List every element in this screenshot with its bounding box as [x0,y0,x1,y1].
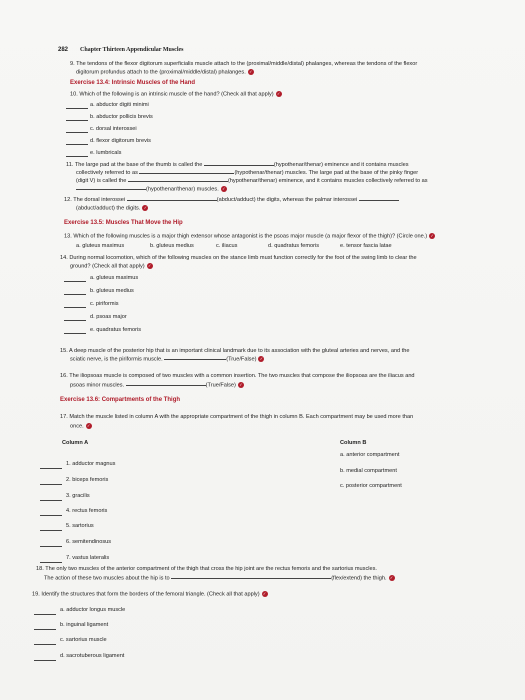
q10-option: b. abductor pollicis brevis [90,114,153,120]
q14-line2: ground? (Check all that apply) ✓ [70,263,152,270]
q14-option: c. piriformis [90,301,119,307]
q14-option: e. quadratus femoris [90,327,141,333]
answer-blank[interactable] [359,199,399,201]
column-a-item: 7. vastus lateralis [66,555,110,561]
q13-option[interactable]: a. gluteus maximus [76,243,125,249]
answer-line[interactable] [64,333,86,334]
answer-line[interactable] [64,320,86,321]
answer-line[interactable] [40,562,62,563]
check-circle-icon[interactable]: ✓ [249,69,253,74]
check-circle-icon[interactable]: ✓ [87,423,91,428]
answer-line[interactable] [66,144,88,145]
answer-blank[interactable] [164,358,226,360]
q12-line1: 12. The dorsal interossei (abduct/adduct) the digits, whereas the palmar interossei [64,197,399,204]
answer-line[interactable] [34,614,56,615]
q18-line1: 18. The only two muscles of the anterior compartment of the thigh that cross the hip joint are the rectus femoris and the sartorius muscles. [36,566,377,572]
answer-line[interactable] [34,629,56,630]
q11-line4: (hypothenar/thenar) muscles. ✓ [76,186,227,193]
q10-option: a. abductor digiti minimi [90,102,149,108]
q9-line1: 9. The tendons of the flexor digitorum superficialis muscle attach to the (proximal/middle/distal) phalanges, whereas the tendons of the flexor [70,61,418,67]
column-b-item: b. medial compartment [340,468,397,474]
q15-line2: sciatic nerve, is the piriformis muscle. (True/False) ✓ [70,356,264,363]
answer-line[interactable] [40,530,62,531]
q10-option: e. lumbricals [90,150,122,156]
page-number: 282 [58,47,69,53]
q15-line1: 15. A deep muscle of the posterior hip that is an important clinical landmark due to its association with the gluteal arteries and nerves, and the [60,348,410,354]
column-b-title: Column B [340,440,367,446]
q14-option: d. psoas major [90,314,127,320]
answer-line[interactable] [64,281,86,282]
column-a-title: Column A [62,440,89,446]
q13-option[interactable]: e. tensor fascia latae [340,243,392,249]
q19-option: a. adductor longus muscle [60,607,126,613]
chapter-title: Chapter Thirteen Appendicular Muscles [80,47,184,53]
check-circle-icon[interactable]: ✓ [430,233,434,238]
exercise-13-5-title: Exercise 13.5: Muscles That Move the Hip [64,220,183,226]
column-a-item: 6. semitendinosus [66,539,112,545]
q10-option: c. dorsal interossei [90,126,137,132]
q19-option: c. sartorius muscle [60,637,107,643]
answer-blank[interactable] [171,577,331,579]
answer-line[interactable] [34,644,56,645]
q10-stem: 10. Which of the following is an intrinsic muscle of the hand? (Check all that apply) ✓ [70,91,281,98]
q10-option: d. flexor digitorum brevis [90,138,151,144]
q16-line2: psoas minor muscles. (True/False) ✓ [70,382,243,389]
check-circle-icon[interactable]: ✓ [239,382,243,387]
q14-option: a. gluteus maximus [90,275,139,281]
q9-line2: digitorum profundus attach to the (proximal/middle/distal) phalanges. ✓ [76,69,253,76]
check-circle-icon[interactable]: ✓ [262,591,267,596]
q12-line2: (abduct/adduct) the digits. ✓ [76,205,148,212]
check-circle-icon[interactable]: ✓ [143,205,148,210]
answer-blank[interactable] [139,172,234,174]
column-a-item: 3. gracilis [66,493,90,499]
column-a-item: 1. adductor magnus [66,461,116,467]
answer-line[interactable] [66,108,88,109]
q13-option[interactable]: d. quadratus femoris [268,243,319,249]
check-circle-icon[interactable]: ✓ [222,186,226,191]
q11-line3: (digit V) is called the (hypothenar/thenar) eminence, and it contains muscles collectively referred to as [76,178,428,184]
answer-line[interactable] [40,468,62,469]
answer-blank[interactable] [128,180,228,182]
q18-line2: The action of these two muscles about the hip is to (flex/extend) the thigh. ✓ [44,575,394,582]
q13-stem: 13. Which of the following muscles is a major thigh extensor whose antagonist is the psoas major muscle (a major flexor of the thigh)? (Circle one.) ✓ [64,233,434,240]
q17-line1: 17. Match the muscle listed in column A with the appropriate compartment of the thigh in column B. Each compartment may be used more than [60,414,414,420]
column-b-item: a. anterior compartment [340,452,400,458]
answer-blank[interactable] [76,188,146,190]
exercise-13-4-title: Exercise 13.4: Intrinsic Muscles of the Hand [70,80,196,86]
answer-blank[interactable] [126,384,206,386]
q11-line2: collectively referred to as (hypothenar/thenar) muscles. The large pad at the base of the pinky finger [76,170,419,176]
answer-line[interactable] [40,500,62,501]
q11-line1: 11. The large pad at the base of the thumb is called the (hypothenar/thenar) eminence and it contains muscles [66,162,409,168]
q14-option: b. gluteus medius [90,288,134,294]
answer-line[interactable] [40,484,62,485]
column-a-item: 2. biceps femoris [66,477,109,483]
column-b-item: c. posterior compartment [340,483,402,489]
check-circle-icon[interactable]: ✓ [389,575,394,580]
q19-option: d. sacrotuberous ligament [60,653,125,659]
q16-line1: 16. The iliopsoas muscle is composed of two muscles with a common insertion. The two muscles that compose the iliopsoas are the iliacus and [60,373,415,379]
answer-line[interactable] [64,294,86,295]
answer-line[interactable] [66,120,88,121]
answer-blank[interactable] [204,164,274,166]
column-a-item: 4. rectus femoris [66,508,108,514]
q14-line1: 14. During normal locomotion, which of the following muscles on the stance limb must function correctly for the foot of the swing limb to clear the [60,255,417,261]
q13-option[interactable]: c. iliacus [216,243,238,249]
answer-line[interactable] [34,660,56,661]
answer-line[interactable] [66,132,88,133]
check-circle-icon[interactable]: ✓ [259,356,264,361]
answer-blank[interactable] [127,199,217,201]
exercise-13-6-title: Exercise 13.6: Compartments of the Thigh [60,397,181,403]
column-a-item: 5. sartorius [66,523,94,529]
answer-line[interactable] [40,546,62,547]
q19-option: b. inguinal ligament [60,622,109,628]
answer-line[interactable] [64,307,86,308]
q17-line2: once. ✓ [70,423,91,430]
q19-stem: 19. Identify the structures that form the borders of the femoral triangle. (Check all that apply) ✓ [32,591,267,598]
q13-option[interactable]: b. gluteus medius [150,243,194,249]
answer-line[interactable] [40,515,62,516]
check-circle-icon[interactable]: ✓ [147,263,152,268]
check-circle-icon[interactable]: ✓ [276,91,281,96]
answer-line[interactable] [66,156,88,157]
